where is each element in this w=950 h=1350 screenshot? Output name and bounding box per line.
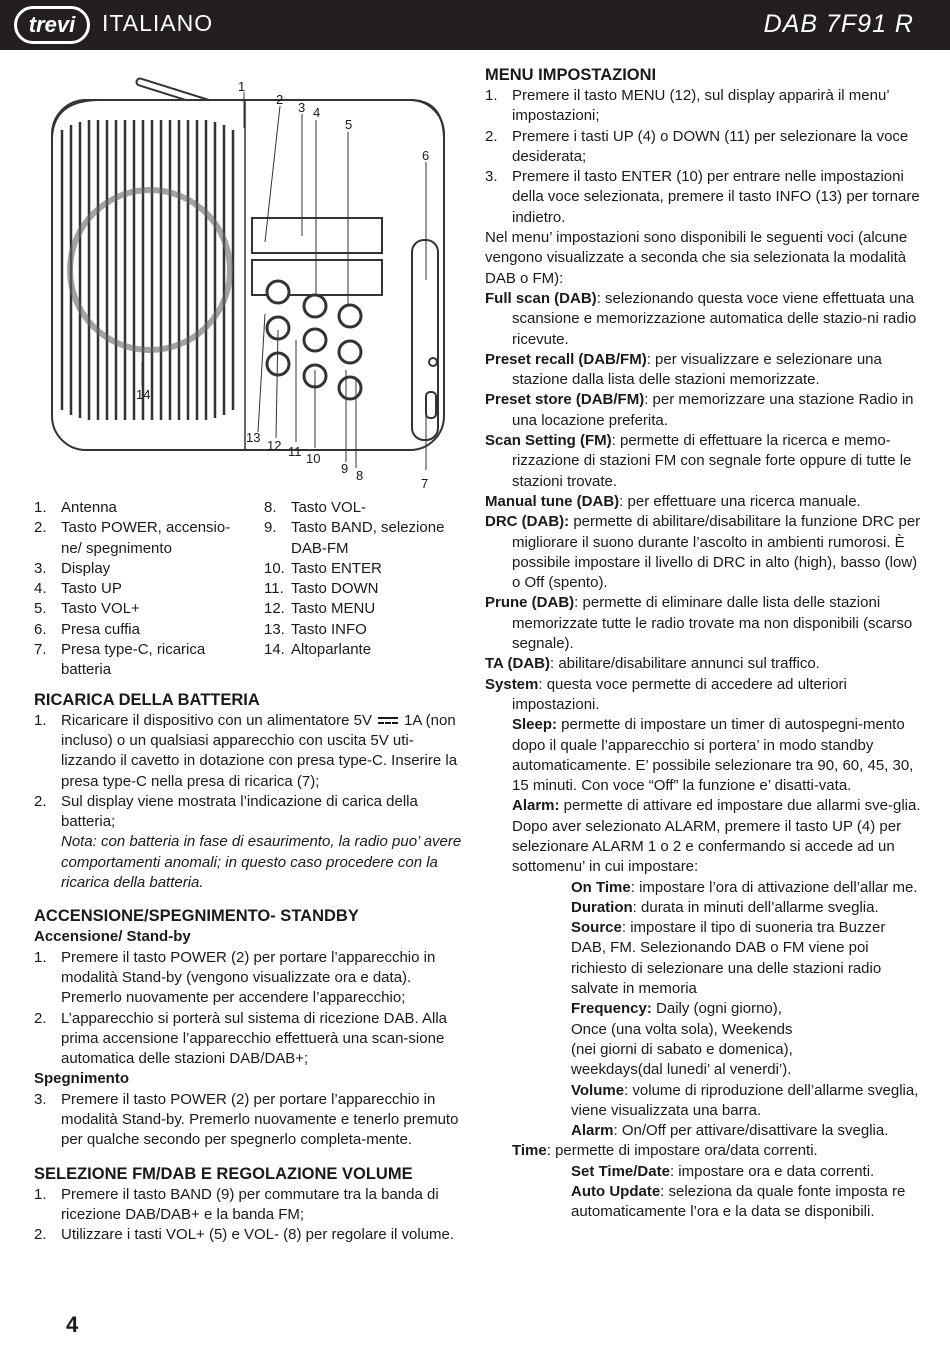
callout-6: 6	[422, 148, 430, 163]
list-item: 3. Premere il tasto ENTER (10) per entrare nelle impostazioni della voce selezionata, premere il tasto INFO (13) per tornare indietro.	[485, 168, 920, 226]
time-set: Set Time/Date: impostare ora e data correnti.	[571, 1162, 875, 1180]
legend-item: 14. Altoparlante	[264, 641, 372, 659]
legend-item: 7. Presa type-C, ricarica batteria	[34, 641, 206, 679]
legend-item: 13. Tasto INFO	[264, 620, 367, 638]
legend-item: 4. Tasto UP	[34, 580, 122, 598]
left-column	[34, 498, 466, 1246]
callout-9: 9	[341, 461, 349, 476]
callout-12: 12	[267, 438, 282, 453]
callout-13: 13	[246, 430, 261, 445]
menu-intro: Nel menu’ impostazioni sono disponibili le seguenti voci (alcune vengono visualizzate a seconda che sia selezionata la modalità DAB o FM):	[485, 229, 908, 287]
legend-item: 5. Tasto VOL+	[34, 600, 140, 618]
right-column	[485, 64, 921, 1223]
ricarica-list	[34, 711, 466, 894]
legend-item: 8. Tasto VOL-	[264, 499, 367, 516]
menu-item-preset-store: Preset store (DAB/FM): per memorizzare una stazione Radio in una locazione preferita.	[485, 391, 914, 429]
model-name: DAB 7F91 R	[763, 10, 914, 38]
menu-item-drc: DRC (DAB): permette di abilitare/disabilitare la funzione DRC per migliorare il suono durante l’ascolto in ambienti rumorosi. È possibile impostare il livello di DRC in alto (high), basso (low) o Off (spento).	[485, 513, 921, 592]
list-item: 1. Premere il tasto MENU (12), sul display apparirà il menu’ impostazioni;	[485, 87, 890, 125]
legend-item: 10. Tasto ENTER	[264, 559, 382, 577]
section-title-ricarica: RICARICA DELLA BATTERIA	[34, 690, 260, 709]
alarm-source: Source: impostare il tipo di suoneria tra Buzzer DAB, FM. Selezionando DAB o FM viene poi richiesto di selezionare una delle stazioni radio salvate in memoria	[571, 919, 886, 998]
spegnimento-list	[34, 1090, 466, 1151]
section-title-menu: MENU IMPOSTAZIONI	[485, 66, 657, 84]
system-time: Time: permette di impostare ora/data correnti.	[512, 1142, 818, 1160]
section-title-accensione: ACCENSIONE/SPEGNIMENTO- STANDBY	[34, 907, 359, 926]
menu-item-preset-recall: Preset recall (DAB/FM): per visualizzare e selezionare una stazione dalla lista delle stazioni memorizzate.	[485, 350, 882, 389]
legend-item: 11. Tasto DOWN	[264, 580, 379, 598]
legend-item: 9. Tasto BAND, selezione DAB-FM	[264, 519, 445, 557]
dc-symbol-icon	[378, 716, 398, 726]
legend-col-1	[34, 498, 264, 681]
alarm-duration: Duration: durata in minuti dell’allarme sveglia.	[571, 898, 879, 916]
selezione-list	[34, 1185, 466, 1246]
subheading-spegnimento: Spegnimento	[34, 1070, 130, 1088]
list-item: 1. Ricaricare il dispositivo con un alimentatore 5V 1A (non incluso) o un qualsiasi apparecchio con uscita 5V uti-lizzando il cavetto in dotazione con presa type-C. Inserire la presa type-C nella presa di ricarica (7);	[34, 711, 458, 790]
legend-col-2	[264, 498, 464, 681]
list-item: 2. Premere i tasti UP (4) o DOWN (11) per selezionare la voce desiderata;	[485, 127, 909, 165]
legend-item: 12. Tasto MENU	[264, 600, 376, 618]
alarm-volume: Volume: volume di riproduzione dell’allarme sveglia, viene visualizzata una barra.	[571, 1081, 919, 1119]
list-item: 1. Premere il tasto POWER (2) per portare l’apparecchio in modalità Stand-by (vengono visualizzate ora e data). Premerlo nuovamente per accendere l’apparecchio;	[34, 948, 436, 1007]
page-number: 4	[66, 1312, 79, 1337]
menu-steps	[485, 86, 921, 228]
callout-2: 2	[276, 92, 284, 107]
callout-3: 3	[298, 100, 306, 115]
menu-item-system: System: questa voce permette di accedere ad ulteriori impostazioni.	[485, 675, 847, 713]
battery-note: Nota: con batteria in fase di esaurimento, la radio puo’ avere comportamenti anomali; in questo caso procedere con la ricarica della batteria.	[61, 833, 462, 892]
alarm-onoff: Alarm: On/Off per attivare/disattivare la sveglia.	[571, 1122, 889, 1140]
section-title-selezione: SELEZIONE FM/DAB E REGOLAZIONE VOLUME	[34, 1164, 413, 1183]
list-item: 2. Utilizzare i tasti VOL+ (5) e VOL- (8) per regolare il volume.	[34, 1226, 455, 1244]
parts-legend	[34, 498, 466, 681]
callout-14: 14	[136, 387, 151, 402]
callout-1: 1	[238, 79, 246, 94]
time-auto-update: Auto Update: seleziona da quale fonte imposta re automaticamente l’ora e la data se disponibili.	[571, 1183, 906, 1221]
system-sleep: Sleep: permette di impostare un timer di autospegni-mento dopo il quale l’apparecchio si portera’ in modo standby automaticamente. E’ possibile selezionare tra 90, 60, 45, 30, 15 minuti. Con voce “Off” la funzione e’ disatti-vata.	[512, 716, 914, 795]
page-header	[0, 0, 950, 50]
callout-7: 7	[421, 476, 429, 491]
legend-item: 3. Display	[34, 559, 111, 577]
menu-item-scan-setting: Scan Setting (FM): permette di effettuare la ricerca e memo-rizzazione di stazioni FM con segnale forte oppure di tutte le stazioni trovate.	[485, 432, 912, 490]
menu-item-ta: TA (DAB): abilitare/disabilitare annunci sul traffico.	[485, 655, 820, 673]
brand-logo: trevi	[14, 6, 90, 44]
legend-item: 6. Presa cuffia	[34, 620, 140, 638]
system-alarm: Alarm: permette di attivare ed impostare due allarmi sve-glia. Dopo aver selezionato ALARM, premere il tasto UP (4) per selezionare ALARM 1 o 2 e confermando si accede ad un sottomenu’ in cui impostare:	[512, 797, 921, 876]
callout-8: 8	[356, 468, 364, 483]
list-item: 1. Premere il tasto BAND (9) per commutare tra la banda di ricezione DAB/DAB+ e la banda FM;	[34, 1185, 439, 1223]
callout-11: 11	[288, 444, 302, 459]
menu-item-prune: Prune (DAB): permette di eliminare dalle lista delle stazioni memorizzate tutte le radio trovate ma non disponibili (scarso segnale).	[485, 594, 913, 653]
alarm-on-time: On Time: impostare l’ora di attivazione dell’allar me.	[571, 878, 918, 896]
callout-5: 5	[345, 117, 353, 132]
language-label: ITALIANO	[102, 10, 214, 36]
callout-10: 10	[306, 451, 321, 466]
list-item: 2. Sul display viene mostrata l’indicazione di carica della batteria; Nota: con batteria in fase di esaurimento, la radio puo’ avere comportamenti anomali; in questo caso procedere con la ricarica della batteria.	[34, 792, 462, 892]
menu-item-full-scan: Full scan (DAB): selezionando questa voce viene effettuata una scansione e memorizzazione automatica delle stazio-ni radio ricevute.	[485, 289, 917, 348]
menu-item-manual-tune: Manual tune (DAB): per effettuare una ricerca manuale.	[485, 492, 861, 510]
callout-4: 4	[313, 105, 321, 120]
alarm-frequency: Frequency: Daily (ogni giorno), Once (una volta sola), Weekends (nei giorni di sabato e domenica), weekdays(dal lunedi’ al venerdi’).	[571, 1000, 793, 1079]
legend-item: 1. Antenna	[34, 499, 117, 516]
subheading-standby: Accensione/ Stand-by	[34, 928, 191, 946]
accensione-list	[34, 948, 466, 1070]
legend-item: 2. Tasto POWER, accensio-ne/ spegnimento	[34, 519, 231, 557]
radio-diagram	[40, 70, 460, 490]
list-item: 3. Premere il tasto POWER (2) per portare l’apparecchio in modalità Stand-by. Premerlo nuovamente e tenerlo premuto per qualche secondo per spegnerlo completa-mente.	[34, 1090, 459, 1149]
list-item: 2. L’apparecchio si porterà sul sistema di ricezione DAB. Alla prima accensione l’apparecchio effettuerà una scan-sione automatica delle stazioni DAB/DAB+;	[34, 1009, 448, 1068]
